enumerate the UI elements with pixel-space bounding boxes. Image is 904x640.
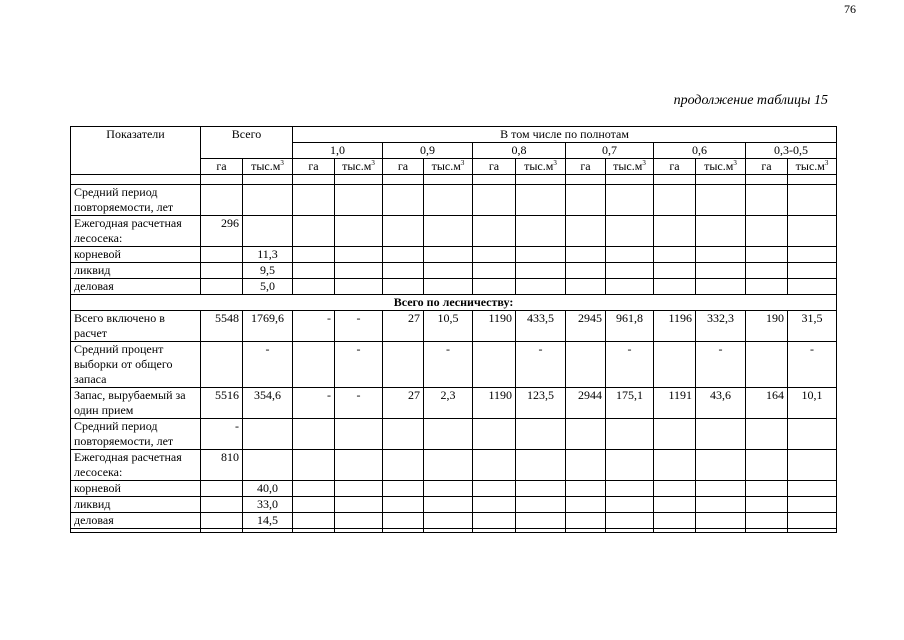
- table-cell: [201, 247, 243, 263]
- table-cell: [696, 247, 746, 263]
- table-cell: -: [335, 311, 383, 342]
- table-cell: 2944: [566, 388, 606, 419]
- header-density-group: В том числе по полнотам: [293, 127, 837, 143]
- table-row: [71, 450, 837, 481]
- table-cell: 190: [746, 311, 788, 342]
- table-cell: [788, 450, 837, 481]
- header-density: 0,8: [473, 143, 566, 159]
- unit-volume-base: тыс.м: [251, 159, 281, 173]
- forest-density-table: [70, 126, 837, 533]
- header-indicators: Показатели: [71, 127, 201, 175]
- table-cell: -: [606, 342, 654, 388]
- table-cell: [516, 450, 566, 481]
- table-cell: [696, 513, 746, 529]
- table-cell: [335, 513, 383, 529]
- header-unit-volume: [606, 159, 654, 175]
- table-cell: -: [201, 419, 243, 450]
- table-cell: -: [293, 311, 335, 342]
- table-cell: [654, 185, 696, 216]
- table-cell: -: [243, 342, 293, 388]
- table-cell: 5516: [201, 388, 243, 419]
- row-label: Средний период повторяемости, лет: [71, 419, 201, 450]
- table-cell: [293, 513, 335, 529]
- table-cell: [746, 247, 788, 263]
- table-cell: [606, 216, 654, 247]
- table-cell: [473, 481, 516, 497]
- table-cell: [654, 419, 696, 450]
- table-cell: [473, 263, 516, 279]
- table-cell: 2945: [566, 311, 606, 342]
- table-cell: [424, 481, 473, 497]
- unit-volume-base: тыс.м: [795, 159, 825, 173]
- table-cell: [788, 419, 837, 450]
- table-cell: 14,5: [243, 513, 293, 529]
- header-unit-volume: [424, 159, 473, 175]
- table-cell: 2,3: [424, 388, 473, 419]
- row-label: ликвид: [71, 497, 201, 513]
- table-row: [71, 185, 837, 216]
- table-row: [71, 513, 837, 529]
- table-cell: [788, 185, 837, 216]
- unit-volume-exponent: 3: [460, 159, 465, 167]
- table-cell: [696, 216, 746, 247]
- table-cell: [243, 450, 293, 481]
- table-row: [71, 279, 837, 295]
- unit-volume-exponent: 3: [824, 159, 829, 167]
- table-cell: [293, 216, 335, 247]
- table-cell: [335, 450, 383, 481]
- table-cell: [746, 279, 788, 295]
- unit-volume-base: тыс.м: [431, 159, 461, 173]
- table-cell: [335, 481, 383, 497]
- header-density: 0,7: [566, 143, 654, 159]
- row-label: Запас, вырубаемый за один прием: [71, 388, 201, 419]
- table-cell: [424, 279, 473, 295]
- table-cell: [788, 481, 837, 497]
- table-cell: 9,5: [243, 263, 293, 279]
- table-cell: [696, 279, 746, 295]
- row-label: корневой: [71, 247, 201, 263]
- row-label: Всего включено в расчет: [71, 311, 201, 342]
- unit-volume-base: тыс.м: [613, 159, 643, 173]
- row-label: Средний период повторяемости, лет: [71, 185, 201, 216]
- table-cell: 5,0: [243, 279, 293, 295]
- table-cell: [293, 497, 335, 513]
- table-cell: -: [516, 342, 566, 388]
- table-cell: [473, 419, 516, 450]
- table-cell: [746, 185, 788, 216]
- table-cell: [516, 497, 566, 513]
- table-cell: [566, 419, 606, 450]
- table-cell: [383, 279, 424, 295]
- table-cell: [243, 216, 293, 247]
- table-cell: -: [335, 388, 383, 419]
- table-cell: [654, 247, 696, 263]
- table-cell: 27: [383, 311, 424, 342]
- header-unit-ha: га: [383, 159, 424, 175]
- table-cell: [424, 185, 473, 216]
- unit-volume-exponent: 3: [280, 159, 284, 167]
- table-cell: [746, 216, 788, 247]
- table-cell: [201, 279, 243, 295]
- row-label: Ежегодная расчетная лесосека:: [71, 450, 201, 481]
- table-cell: [383, 216, 424, 247]
- table-cell: [566, 216, 606, 247]
- table-cell: [654, 263, 696, 279]
- table-row: [71, 263, 837, 279]
- table-cell: [383, 450, 424, 481]
- table-cell: -: [696, 342, 746, 388]
- table-cell: [566, 185, 606, 216]
- table-cell: [654, 279, 696, 295]
- table-cell: [424, 513, 473, 529]
- table-cell: [696, 481, 746, 497]
- table-cell: [293, 263, 335, 279]
- table-cell: [293, 185, 335, 216]
- table-cell: [383, 419, 424, 450]
- header-unit-volume: [788, 159, 837, 175]
- table-cell: [383, 263, 424, 279]
- table-cell: 27: [383, 388, 424, 419]
- table-cell: 1190: [473, 388, 516, 419]
- table-cell: [516, 513, 566, 529]
- unit-volume-base: тыс.м: [704, 159, 734, 173]
- table-cell: [335, 216, 383, 247]
- table-cell: [788, 216, 837, 247]
- table-row: [71, 311, 837, 342]
- table-cell: [746, 419, 788, 450]
- table-cell: [383, 513, 424, 529]
- table-cell: [746, 513, 788, 529]
- table-row: [71, 216, 837, 247]
- table-cell: [654, 342, 696, 388]
- table-cell: 5548: [201, 311, 243, 342]
- row-label: ликвид: [71, 263, 201, 279]
- table-cell: [566, 481, 606, 497]
- table-cell: 10,5: [424, 311, 473, 342]
- header-unit-ha: га: [654, 159, 696, 175]
- table-cell: [201, 481, 243, 497]
- table-cell: [654, 450, 696, 481]
- header-unit-ha: га: [473, 159, 516, 175]
- section-title: Всего по лесничеству:: [71, 295, 837, 311]
- table-cell: 296: [201, 216, 243, 247]
- table-cell: [606, 419, 654, 450]
- table-cell: [606, 247, 654, 263]
- table-cell: 810: [201, 450, 243, 481]
- table-cell: [383, 342, 424, 388]
- section-row: [71, 295, 837, 311]
- table-cell: [473, 247, 516, 263]
- table-cell: [746, 263, 788, 279]
- table-cell: 433,5: [516, 311, 566, 342]
- table-cell: 43,6: [696, 388, 746, 419]
- table-cell: [424, 263, 473, 279]
- table-cell: [473, 185, 516, 216]
- table-cell: [516, 419, 566, 450]
- table-cell: 175,1: [606, 388, 654, 419]
- table-cell: -: [293, 388, 335, 419]
- table-cell: [201, 185, 243, 216]
- table-row: [71, 419, 837, 450]
- table-cell: [516, 185, 566, 216]
- table-cell: [788, 263, 837, 279]
- row-label: Ежегодная расчетная лесосека:: [71, 216, 201, 247]
- header-unit-ha: га: [201, 159, 243, 175]
- table-cell: 33,0: [243, 497, 293, 513]
- table-cell: [606, 263, 654, 279]
- table-cell: [566, 513, 606, 529]
- table-cell: [473, 513, 516, 529]
- table-cell: [293, 419, 335, 450]
- blank-row: [71, 529, 837, 533]
- table-cell: [516, 279, 566, 295]
- header-unit-ha: га: [293, 159, 335, 175]
- header-density: 0,9: [383, 143, 473, 159]
- table-cell: [201, 342, 243, 388]
- table-cell: [201, 263, 243, 279]
- table-cell: [424, 216, 473, 247]
- table-cell: [293, 247, 335, 263]
- table-cell: [383, 497, 424, 513]
- table-cell: [516, 216, 566, 247]
- page-number: 76: [844, 2, 856, 16]
- table-cell: 10,1: [788, 388, 837, 419]
- table-cell: 123,5: [516, 388, 566, 419]
- table-cell: [566, 247, 606, 263]
- table-cell: [424, 450, 473, 481]
- row-label: Средний процент выборки от общего запаса: [71, 342, 201, 388]
- table-cell: [606, 450, 654, 481]
- table-cell: 40,0: [243, 481, 293, 497]
- table-cell: [606, 279, 654, 295]
- table-cell: [335, 279, 383, 295]
- header-unit-ha: га: [746, 159, 788, 175]
- table-cell: 31,5: [788, 311, 837, 342]
- table-cell: 1190: [473, 311, 516, 342]
- table-cell: [293, 342, 335, 388]
- table-cell: [335, 263, 383, 279]
- row-label: деловая: [71, 513, 201, 529]
- header-total: Всего: [201, 127, 293, 159]
- table-cell: [566, 279, 606, 295]
- table-cell: [243, 185, 293, 216]
- table-cell: [424, 497, 473, 513]
- table-body: [71, 175, 837, 533]
- table-cell: [788, 247, 837, 263]
- unit-volume-exponent: 3: [553, 159, 557, 167]
- header-row-1: [71, 127, 837, 143]
- row-label: деловая: [71, 279, 201, 295]
- header-unit-ha: га: [566, 159, 606, 175]
- table-cell: 164: [746, 388, 788, 419]
- table-cell: [746, 497, 788, 513]
- header-unit-volume: [516, 159, 566, 175]
- table-cell: [473, 342, 516, 388]
- table-cell: [696, 263, 746, 279]
- table-cell: -: [788, 342, 837, 388]
- table-cell: [606, 185, 654, 216]
- table-cell: 354,6: [243, 388, 293, 419]
- unit-volume-exponent: 3: [371, 159, 375, 167]
- table-cell: [654, 481, 696, 497]
- table-cell: [566, 497, 606, 513]
- table-cell: 11,3: [243, 247, 293, 263]
- table-cell: -: [424, 342, 473, 388]
- table-cell: [696, 185, 746, 216]
- table-cell: [335, 247, 383, 263]
- table-row: [71, 388, 837, 419]
- table-cell: [788, 497, 837, 513]
- table-cell: [424, 419, 473, 450]
- unit-volume-base: тыс.м: [524, 159, 554, 173]
- table-cell: [654, 216, 696, 247]
- table-cell: [606, 513, 654, 529]
- table-cell: [335, 185, 383, 216]
- table-continuation-label: продолжение таблицы 15: [673, 93, 828, 108]
- table-cell: [293, 279, 335, 295]
- table-cell: [788, 513, 837, 529]
- table-cell: 1196: [654, 311, 696, 342]
- table-cell: [516, 247, 566, 263]
- table-cell: [516, 481, 566, 497]
- table-cell: [473, 279, 516, 295]
- table-cell: [696, 419, 746, 450]
- table-row: [71, 342, 837, 388]
- table-cell: [201, 513, 243, 529]
- table-cell: [424, 247, 473, 263]
- header-unit-volume: [335, 159, 383, 175]
- table-cell: 1191: [654, 388, 696, 419]
- table-cell: [566, 450, 606, 481]
- table-cell: [566, 263, 606, 279]
- table-cell: -: [335, 342, 383, 388]
- table-cell: [788, 279, 837, 295]
- table-cell: [606, 481, 654, 497]
- table-cell: [473, 497, 516, 513]
- header-unit-volume: [243, 159, 293, 175]
- table-cell: 1769,6: [243, 311, 293, 342]
- unit-volume-base: тыс.м: [342, 159, 372, 173]
- table-cell: [383, 185, 424, 216]
- table-cell: [473, 450, 516, 481]
- table-cell: [654, 513, 696, 529]
- table-cell: 961,8: [606, 311, 654, 342]
- table-cell: [383, 247, 424, 263]
- table-cell: [201, 497, 243, 513]
- table-cell: [696, 497, 746, 513]
- table-cell: [293, 450, 335, 481]
- table-row: [71, 481, 837, 497]
- table-cell: [746, 450, 788, 481]
- table-cell: [383, 481, 424, 497]
- blank-row: [71, 175, 837, 185]
- header-density: 1,0: [293, 143, 383, 159]
- table-cell: [566, 342, 606, 388]
- table-cell: [606, 497, 654, 513]
- table-cell: [654, 497, 696, 513]
- table-cell: [293, 481, 335, 497]
- table-row: [71, 497, 837, 513]
- table-cell: 332,3: [696, 311, 746, 342]
- table-cell: [473, 216, 516, 247]
- table-cell: [746, 481, 788, 497]
- table-cell: [335, 419, 383, 450]
- header-unit-volume: [696, 159, 746, 175]
- row-label: корневой: [71, 481, 201, 497]
- header-density: 0,3-0,5: [746, 143, 837, 159]
- table-row: [71, 247, 837, 263]
- unit-volume-exponent: 3: [733, 159, 737, 167]
- table-cell: [335, 497, 383, 513]
- table-cell: [746, 342, 788, 388]
- header-density: 0,6: [654, 143, 746, 159]
- unit-volume-exponent: 3: [642, 159, 646, 167]
- table-cell: [696, 450, 746, 481]
- table-cell: [243, 419, 293, 450]
- table-cell: [516, 263, 566, 279]
